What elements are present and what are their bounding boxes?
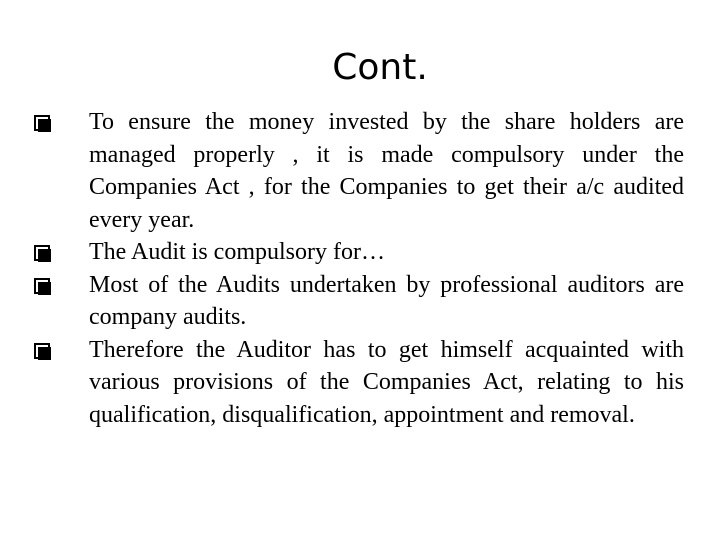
bullet-item	[34, 236, 684, 269]
bullet-list	[34, 106, 684, 431]
bullet-text: Therefore the Auditor has to get himself acquainted with various provisions of the Companies Act, relating to his qualification, disqualification, appointment and removal.	[89, 336, 684, 428]
bullet-text: Most of the Audits undertaken by professional auditors are company audits.	[89, 271, 684, 330]
checkbox-square-icon	[34, 278, 51, 295]
bullet-item	[34, 269, 684, 334]
checkbox-square-icon	[34, 245, 51, 262]
bullet-text: The Audit is compulsory for…	[89, 239, 385, 265]
checkbox-square-icon	[34, 115, 51, 132]
bullet-item	[34, 334, 684, 432]
bullet-item	[34, 106, 684, 236]
checkbox-square-icon	[34, 343, 51, 360]
bullet-text: To ensure the money invested by the share holders are managed properly , it is made compulsory under the Companies Act , for the Companies to get their a/c audited every year.	[89, 109, 684, 233]
slide-title: Cont.	[332, 47, 428, 88]
